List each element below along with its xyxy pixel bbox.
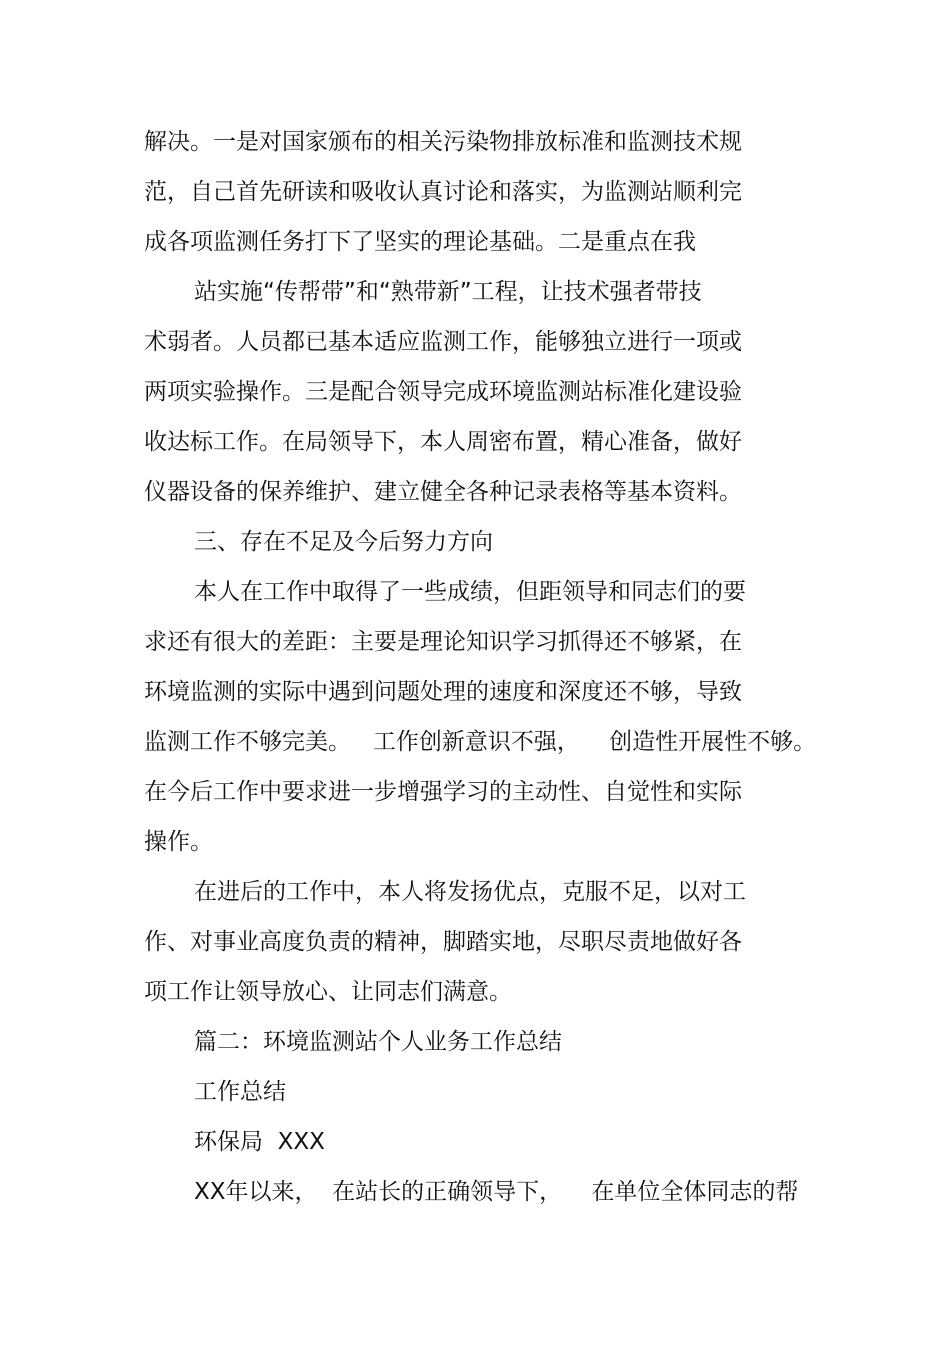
paragraph-line: 术弱者。人员都已基本适应监测工作，能够独立进行一项或 — [144, 329, 742, 355]
section-heading: 三、存在不足及今后努力方向 — [194, 529, 493, 555]
paragraph-line: 环境监测的实际中遇到问题处理的速度和深度还不够，导致 — [144, 679, 742, 705]
paragraph-line: 本人在工作中取得了一些成绩，但距领导和同志们的要 — [194, 579, 746, 605]
paragraph-line: 求还有很大的差距：主要是理论知识学习抓得还不够紧，在 — [144, 629, 742, 655]
paragraph-line: 成各项监测任务打下了坚实的理论基础。二是重点在我 — [144, 229, 696, 255]
paragraph-line: 在今后工作中要求进一步增强学习的主动性、自觉性和实际 — [144, 779, 742, 805]
paragraph-line: 监测工作不够完美。 工作创新意识不强， 创造性开展性不够。 — [144, 729, 817, 755]
article-subtitle: 工作总结 — [194, 1079, 286, 1105]
paragraph-line: 操作。 — [144, 829, 213, 855]
article-title: 篇二：环境监测站个人业务工作总结 — [194, 1029, 562, 1055]
paragraph-line: 站实施“传帮带”和“熟带新”工程，让技术强者带技 — [194, 279, 702, 305]
paragraph-line: 项工作让领导放心、让同志们满意。 — [144, 979, 512, 1005]
paragraph-line: 解决。一是对国家颁布的相关污染物排放标准和监测技术规 — [144, 129, 742, 155]
paragraph-line: 范，自己首先研读和吸收认真讨论和落实，为监测站顺利完 — [144, 179, 742, 205]
paragraph-line: 收达标工作。在局领导下，本人周密布置，精心准备，做好 — [144, 429, 742, 455]
paragraph-line: 作、对事业高度负责的精神，脚踏实地，尽职尽责地做好各 — [144, 929, 742, 955]
paragraph-line: XX年以来， 在站长的正确领导下， 在单位全体同志的帮 — [194, 1179, 799, 1205]
author-line: 环保局 XXX — [194, 1129, 325, 1155]
paragraph-line: 两项实验操作。三是配合领导完成环境监测站标准化建设验 — [144, 379, 742, 405]
paragraph-line: 在进后的工作中，本人将发扬优点，克服不足，以对工 — [194, 879, 746, 905]
paragraph-line: 仪器设备的保养维护、建立健全各种记录表格等基本资料。 — [144, 479, 742, 505]
